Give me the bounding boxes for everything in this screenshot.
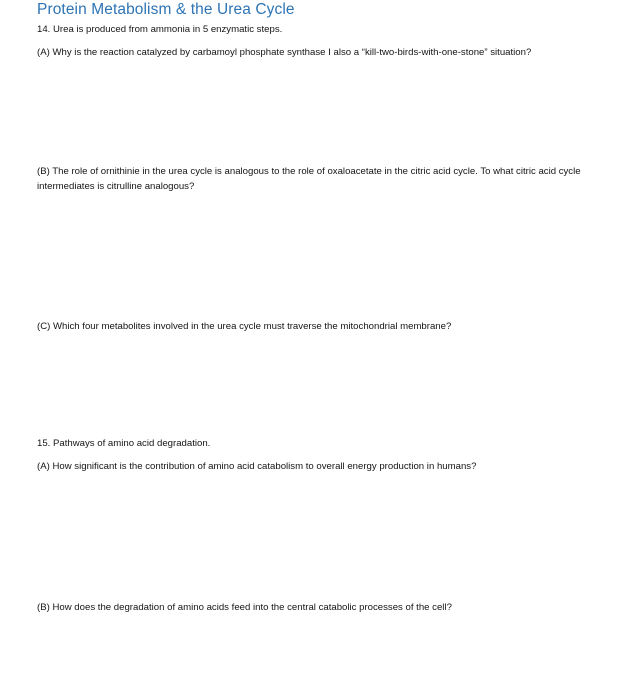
question-15-heading: 15. Pathways of amino acid degradation.: [37, 438, 211, 449]
question-14b-text: (B) The role of ornithinie in the urea cycle is analogous to the role of oxaloacetate in the citric acid cycle. To what citric acid cycle intermediates is citrulline analogous?: [37, 166, 581, 192]
question-15a-text: (A) How significant is the contribution of amino acid catabolism to overall energy production in humans?: [37, 461, 477, 472]
question-14a-text: (A) Why is the reaction catalyzed by carbamoyl phosphate synthase I also a “kill-two-birds-with-one-stone” situation?: [37, 47, 532, 58]
page-title: Protein Metabolism & the Urea Cycle: [37, 1, 295, 18]
question-14-heading: 14. Urea is produced from ammonia in 5 enzymatic steps.: [37, 24, 283, 35]
question-15b-text: (B) How does the degradation of amino acids feed into the central catabolic processes of the cell?: [37, 602, 452, 613]
question-14c-text: (C) Which four metabolites involved in the urea cycle must traverse the mitochondrial membrane?: [37, 321, 452, 332]
